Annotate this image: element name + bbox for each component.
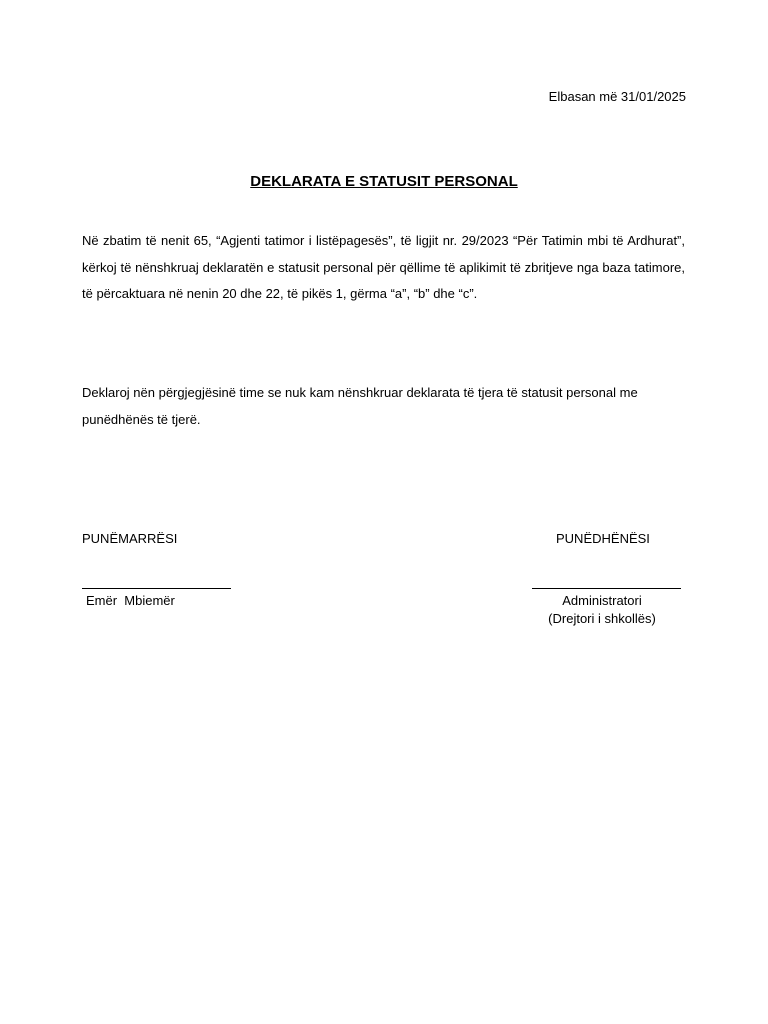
place-date: Elbasan më 31/01/2025 <box>548 89 686 104</box>
employee-label: PUNËMARRËSI <box>82 531 178 546</box>
declaration-paragraph-2: Deklaroj nën përgjegjësinë time se nuk kam nënshkruar deklarata të tjera të statusit personal me punëdhënës të tjerë. <box>82 385 638 427</box>
employee-signature-line <box>82 588 231 589</box>
employer-label: PUNËDHËNËSI <box>556 531 650 546</box>
declaration-paragraph-1: Në zbatim të nenit 65, “Agjenti tatimor i listëpagesës”, të ligjit nr. 29/2023 “Për Tatimin mbi të Ardhurat”, kërkoj të nënshkruaj deklaratën e statusit personal për qëllime të aplikimit të zbritjeve nga baza tatimore, të përcaktuara në nenin 20 dhe 22, të pikës 1, gërma “a”, “b” dhe “c”. <box>82 233 685 301</box>
employer-role: Administratori <box>562 593 642 608</box>
employer-signature-line <box>532 588 681 589</box>
document-title: DEKLARATA E STATUSIT PERSONAL <box>250 173 518 190</box>
employer-role-detail: (Drejtori i shkollës) <box>548 611 656 626</box>
employee-name-placeholder: Emër Mbiemër <box>86 593 175 608</box>
